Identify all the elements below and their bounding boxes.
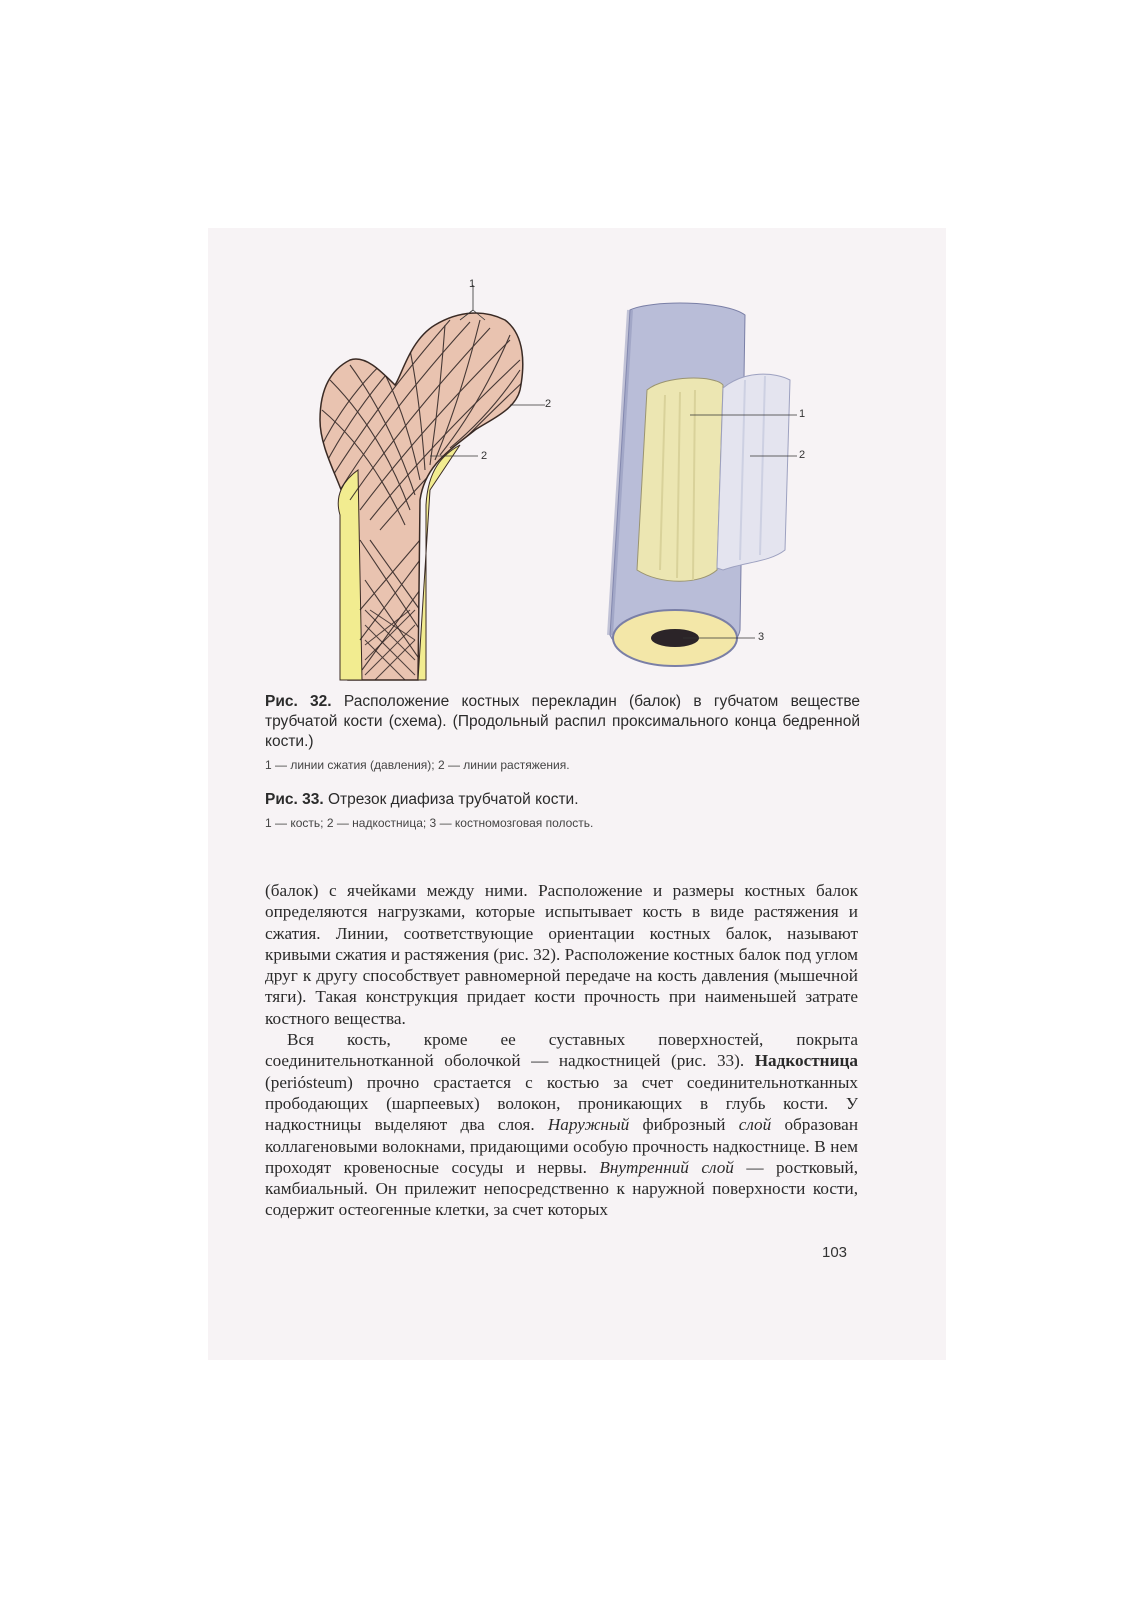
paragraph-1: (балок) с ячейками между ними. Расположение и размеры костных балок определяются нагрузками, которые испытывает кость в виде растяжения и сжатия. Линии, соответствующие ориентации костных балок, называют кривыми сжатия и растяжения (рис. 32). Расположение костных балок под углом друг к другу способствует равномерной передаче на кость давления (мышечной тяги). Такая конструкция придает кости прочность при наименьшей затрате костного вещества. — [265, 881, 858, 1028]
fig32-label-2-inner: 2 — [481, 450, 488, 462]
p2-part-c: фиброзный — [642, 1115, 726, 1135]
caption-33-number: Рис. 33. — [265, 791, 324, 808]
page-number: 103 — [822, 1244, 848, 1261]
caption-fig-33 — [265, 790, 860, 832]
caption-33-text: Отрезок диафиза трубчатой кости. — [327, 791, 579, 808]
caption-32-legend: 1 — линии сжатия (давления); 2 — линии растяжения. — [265, 758, 570, 772]
caption-fig-32 — [265, 692, 860, 774]
p2-part-b: (periósteum) прочно срастается с костью за счет соединительнотканных прободающих (шарпеевых) волокон, проникающих в глубь кости. У надкостницы выделяют два слоя. — [265, 1072, 858, 1135]
fig33-label-2: 2 — [799, 449, 806, 461]
figure-33-diaphysis-diagram — [605, 300, 815, 675]
paragraph-2 — [265, 1029, 858, 1221]
term-periosteum: Надкостница — [754, 1051, 858, 1071]
term-outer: Наружный — [547, 1115, 630, 1135]
caption-32-text: Расположение костных перекладин (балок) в губчатом веществе трубчатой кости (схема). (Продольный распил проксимального конца бедренной кости.) — [265, 693, 861, 750]
figure-32-femur-diagram — [310, 280, 570, 680]
caption-32-title — [265, 692, 860, 752]
caption-32-number: Рис. 32. — [265, 693, 332, 710]
term-layer: слой — [738, 1115, 772, 1135]
fig33-label-1: 1 — [799, 408, 806, 420]
body-text — [265, 880, 858, 1221]
p2-part-a: Вся кость, кроме ее суставных поверхностей, покрыта соединительнотканной оболочкой — надкостницей (рис. 33). — [265, 1030, 858, 1071]
fig32-label-1: 1 — [469, 278, 476, 290]
term-inner-layer: Внутренний слой — [599, 1157, 734, 1177]
fig33-label-3: 3 — [758, 631, 765, 643]
caption-33-legend: 1 — кость; 2 — надкостница; 3 — костномозговая полость. — [265, 816, 594, 830]
p2-part-e: — ростковый, камбиальный. Он прилежит непосредственно к наружной поверхности кости, содержит остеогенные клетки, за счет которых — [265, 1157, 859, 1220]
p2-part-d: образован коллагеновыми волокнами, придающими особую прочность надкостнице. В нем проходят кровеносные сосуды и нервы. — [265, 1115, 859, 1177]
fig32-label-2-upper: 2 — [545, 398, 552, 410]
caption-33-title — [265, 790, 860, 810]
